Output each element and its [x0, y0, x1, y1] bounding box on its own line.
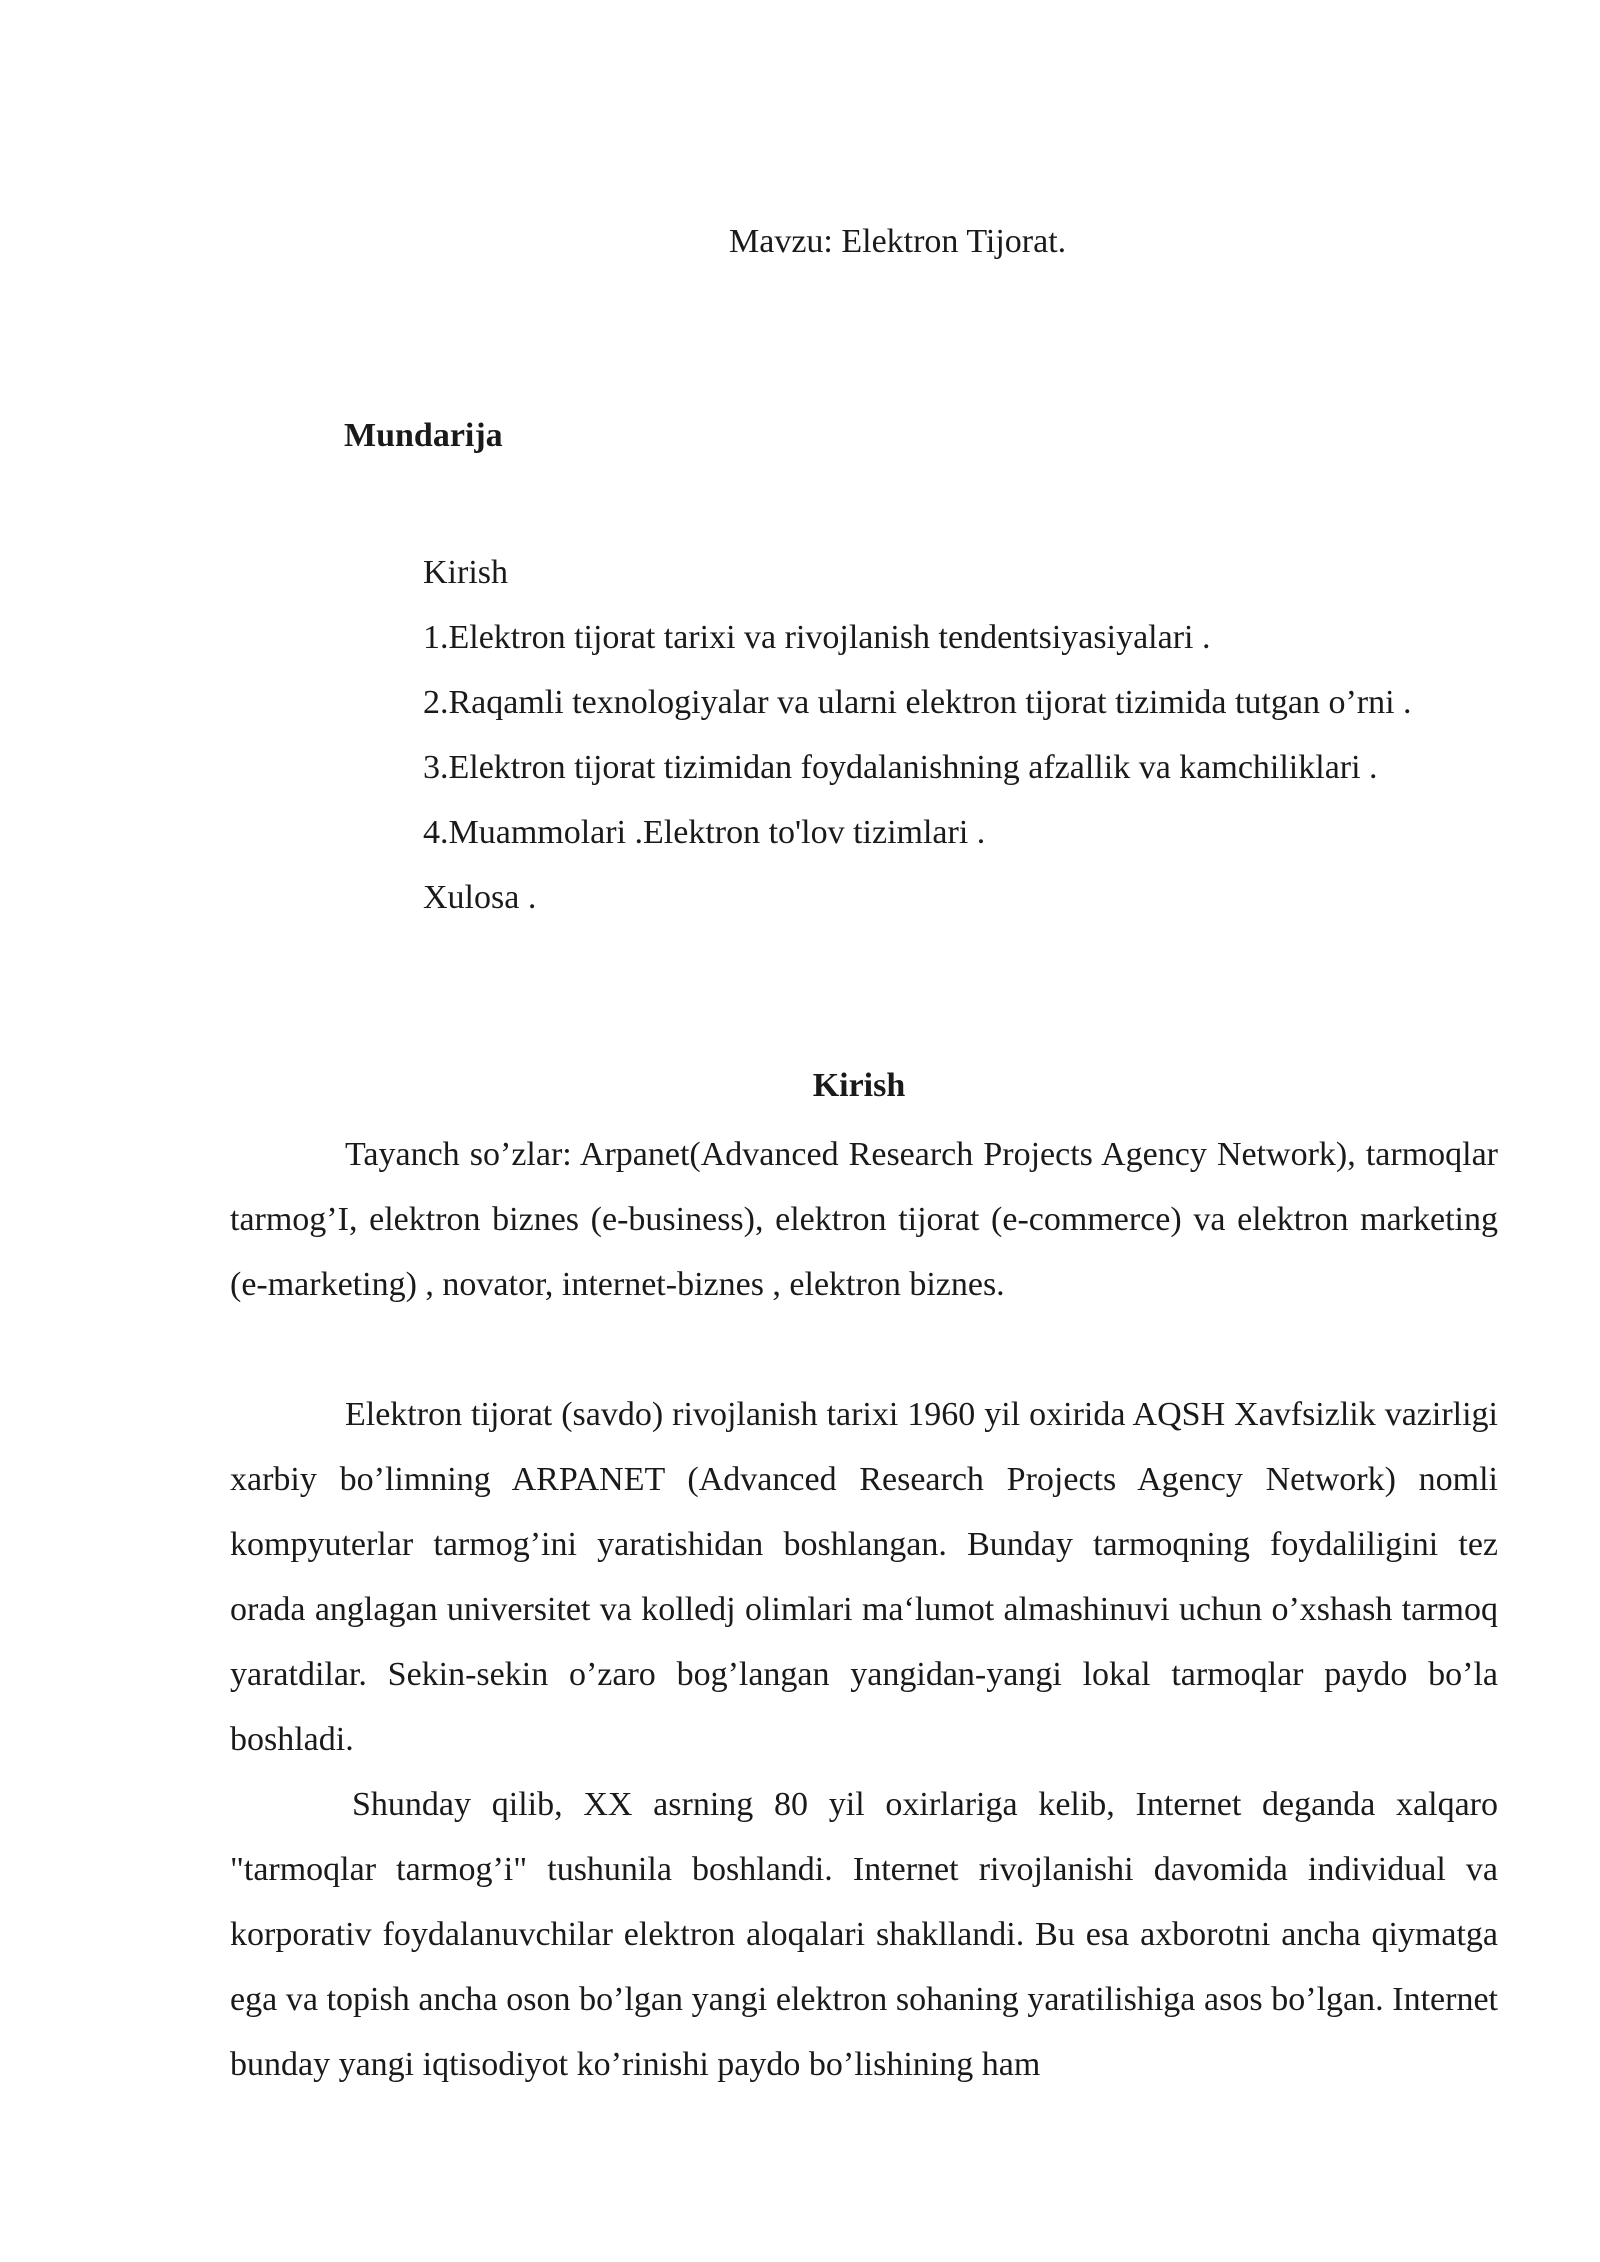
document-topic: Mavzu: Elektron Tijorat. — [729, 223, 1067, 260]
paragraph — [230, 1122, 1498, 1317]
paragraph — [230, 1382, 1498, 1772]
section-heading: Kirish — [812, 1067, 906, 1104]
toc-item: Xulosa . — [423, 879, 537, 916]
paragraph — [230, 1772, 1498, 2097]
paragraph-text: Tayanch so’zlar: Arpanet(Advanced Research Projects Agency Network), tarmoqlar tarmog’I, elektron biznes (e-business), elektron tijorat (e-commerce) va elektron marketing (e-marketing) , novator, internet-biznes , elektron biznes. — [230, 1136, 1498, 1303]
toc-item: Kirish — [423, 554, 508, 591]
toc-item: 3.Elektron tijorat tizimidan foydalanishning afzallik va kamchiliklari . — [423, 749, 1378, 786]
toc-item: 1.Elektron tijorat tarixi va rivojlanish tendentsiyasiyalari . — [423, 619, 1211, 656]
toc-item: 4.Muammolari .Elektron to'lov tizimlari . — [423, 814, 986, 851]
table-of-contents — [423, 540, 1498, 930]
toc-item: 2.Raqamli texnologiyalar va ularni elektron tijorat tizimida tutgan o’rni . — [423, 684, 1412, 721]
paragraph-text: Shunday qilib, XX asrning 80 yil oxirlariga kelib, Internet deganda xalqaro "tarmoqlar tarmog’i" tushunila boshlandi. Internet rivojlanishi davomida individual va korporativ foydalanuvchilar elektron aloqalari shakllandi. Bu esa axborotni ancha qiymatga ega va topish ancha oson bo’lgan yangi elektron sohaning yaratilishiga asos bo’lgan. Internet bunday yangi iqtisodiyot ko’rinishi paydo bo’lishining ham — [230, 1786, 1498, 2083]
paragraph-text: Elektron tijorat (savdo) rivojlanish tarixi 1960 yil oxirida AQSH Xavfsizlik vazirligi xarbiy bo’limning ARPANET (Advanced Research Projects Agency Network) nomli kompyuterlar tarmog’ini yaratishidan boshlangan. Bunday tarmoqning foydaliligini tez orada anglagan universitet va kolledj olimlari ma‘lumot almashinuvi uchun o’xshash tarmoq yaratdilar. Sekin-sekin o’zaro bog’langan yangidan-yangi lokal tarmoqlar paydo bo’la boshladi. — [230, 1396, 1498, 1758]
toc-heading: Mundarija — [344, 417, 503, 454]
